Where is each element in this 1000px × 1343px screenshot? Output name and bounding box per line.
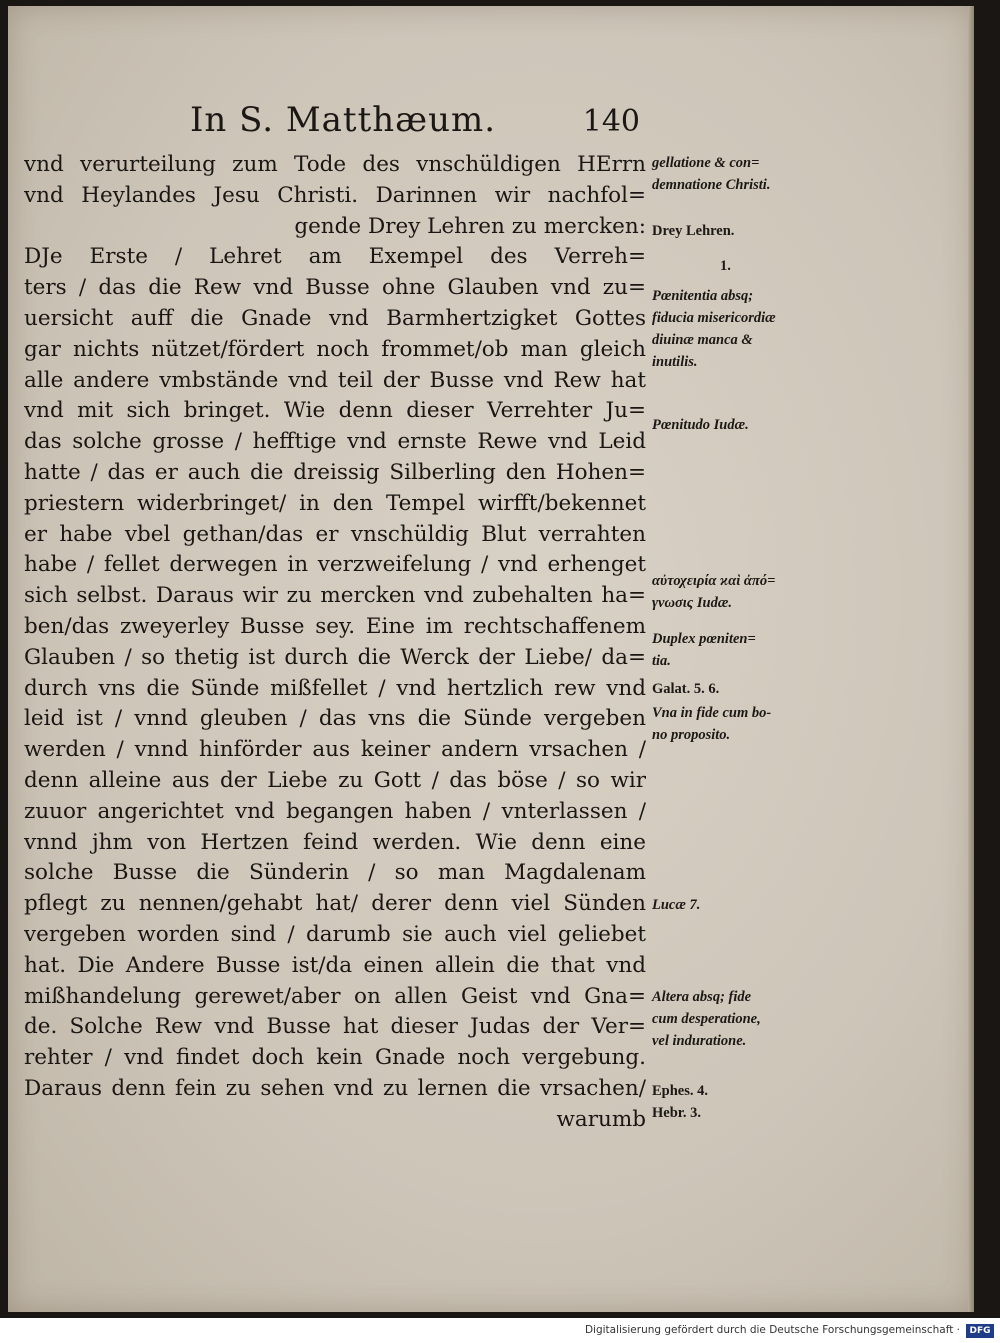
margin-note (652, 678, 842, 700)
text-line: rehter / vnd findet doch kein Gnade noch vergebung. (24, 1045, 646, 1071)
dfg-logo: DFG (966, 1324, 994, 1338)
margin-note (652, 986, 842, 1052)
margin-note-line: vel induratione. (652, 1033, 747, 1049)
margin-note-line: diuinæ manca & (652, 332, 753, 348)
text-line: uersicht auff die Gnade vnd Barmhertzigket Gottes (24, 305, 646, 331)
margin-note-line: fiducia misericordiæ (652, 310, 776, 326)
text-line: Daraus denn fein zu sehen vnd zu lernen die vrsachen/ (24, 1075, 646, 1101)
margin-note (652, 1080, 842, 1124)
text-line: gar nichts nützet/fördert noch frommet/ob man gleich (24, 336, 646, 362)
margin-note-line: Lucæ 7. (652, 897, 701, 913)
margin-note (652, 570, 842, 614)
text-line: sich selbst. Daraus wir zu mercken vnd zubehalten ha= (24, 583, 646, 609)
margin-note (652, 628, 842, 672)
text-line: zuuor angerichtet vnd begangen haben / vnterlassen / (24, 798, 646, 824)
text-line: leid ist / vnnd gleuben / das vns die Sünde vergeben (24, 706, 646, 732)
text-line: werden / vnnd hinförder aus keiner andern vrsachen / (24, 737, 646, 763)
page-number: 140 (582, 104, 640, 139)
text-line: vnnd jhm von Hertzen feind werden. Wie denn eine (24, 829, 646, 855)
text-line: warumb (556, 1106, 646, 1132)
digitization-footer (0, 1322, 1000, 1343)
text-line: de. Solche Rew vnd Busse hat dieser Judas der Ver= (24, 1014, 646, 1040)
text-line: mißhandelung gerewet/aber on allen Geist vnd Gna= (24, 983, 646, 1009)
text-line: DJe Erste / Lehret am Exempel des Verreh= (24, 244, 646, 270)
margin-note-line: gellatione & con= (652, 155, 760, 171)
margin-note-line: Drey Lehren. (652, 223, 735, 239)
margin-note-line: Duplex pœniten= (652, 631, 756, 647)
margin-note-line: Pœnitentia absq; (652, 288, 754, 304)
text-line: das solche grosse / hefftige vnd ernste Rewe vnd Leid (24, 429, 646, 455)
margin-note (652, 894, 842, 916)
text-line: vnd Heylandes Jesu Christi. Darinnen wir nachfol= (24, 182, 646, 208)
text-line: denn alleine aus der Liebe zu Gott / das böse / so wir (24, 767, 646, 793)
text-line: Glauben / so thetig ist durch die Werck der Liebe/ da= (24, 644, 646, 670)
text-line: pflegt zu nennen/gehabt hat/ derer denn viel Sünden (24, 891, 646, 917)
text-line: vnd mit sich bringet. Wie denn dieser Verrehter Ju= (24, 398, 646, 424)
text-line: er habe vbel gethan/das er vnschüldig Blut verrahten (24, 521, 646, 547)
margin-note (652, 414, 842, 436)
margin-note-line: Altera absq; fide (652, 989, 752, 1005)
running-title: In S. Matthæum. (190, 100, 497, 140)
text-line: hat. Die Andere Busse ist/da einen allein die that vnd (24, 952, 646, 978)
margin-note-line: Pœnitudo Iudæ. (652, 417, 749, 433)
margin-note (652, 220, 842, 242)
margin-note-line: no proposito. (652, 727, 731, 743)
text-line: ters / das die Rew vnd Busse ohne Glauben vnd zu= (24, 275, 646, 301)
page-edge (968, 6, 974, 1312)
text-line: durch vns die Sünde mißfellet / vnd hertzlich rew vnd (24, 675, 646, 701)
text-line: ben/das zweyerley Busse sey. Eine im rechtschaffenem (24, 613, 646, 639)
page-header (190, 100, 640, 148)
margin-note (652, 702, 842, 746)
margin-note-line: Hebr. 3. (652, 1105, 702, 1121)
text-line: solche Busse die Sünderin / so man Magdalenam (24, 860, 646, 886)
margin-note (720, 255, 910, 277)
margin-note-line: αὐτοχειρία ϰαὶ ἀπό= (652, 573, 776, 589)
text-line: gende Drey Lehren zu mercken: (294, 213, 646, 239)
margin-note-line: γνωσις Iudæ. (652, 595, 732, 611)
footer-credit: Digitalisierung gefördert durch die Deutsche Forschungsgemeinschaft · (584, 1324, 960, 1336)
margin-note-line: Galat. 5. 6. (652, 681, 720, 697)
margin-note-line: Ephes. 4. (652, 1083, 709, 1099)
text-line: vnd verurteilung zum Tode des vnschüldigen HErrn (24, 152, 646, 177)
text-line: alle andere vmbstände vnd teil der Busse vnd Rew hat (24, 367, 646, 393)
margin-note-line: Vna in fide cum bo- (652, 705, 772, 721)
body-text (24, 150, 646, 1136)
text-line: hatte / das er auch die dreissig Silberling den Hohen= (24, 459, 646, 485)
margin-note-line: tia. (652, 653, 671, 669)
margin-note-line: 1. (720, 258, 731, 274)
margin-note-line: inutilis. (652, 354, 698, 370)
margin-note-line: demnatione Christi. (652, 177, 771, 193)
text-line: priestern widerbringet/ in den Tempel wirfft/bekennet (24, 490, 646, 516)
text-line: vergeben worden sind / darumb sie auch viel geliebet (24, 921, 646, 947)
margin-note (652, 152, 842, 196)
margin-note (652, 285, 842, 373)
text-line: habe / fellet derwegen in verzweifelung / vnd erhenget (24, 552, 646, 578)
margin-note-line: cum desperatione, (652, 1011, 761, 1027)
